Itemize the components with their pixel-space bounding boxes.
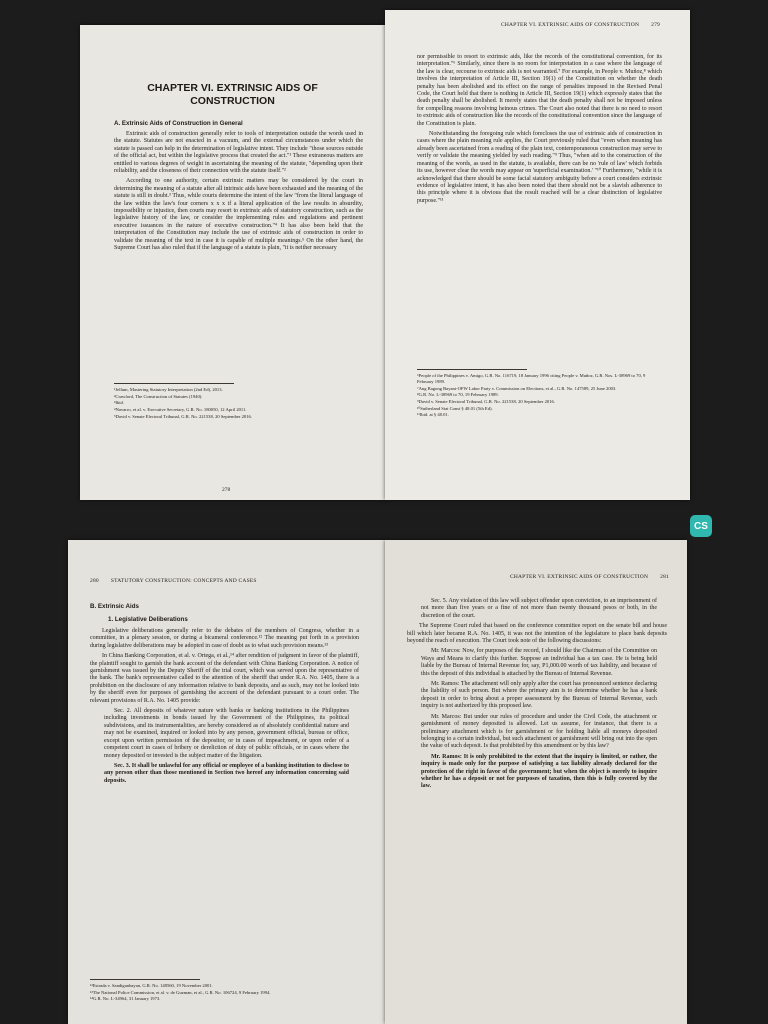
footnote: ¹²Estrada v. Sandiganbayan, G.R. No. 148560, 19 November 2001. — [90, 983, 213, 988]
section-a-heading: A. Extrinsic Aids of Construction in General — [114, 120, 243, 127]
footnote: ⁴Navarro, et al. v. Executive Secretary, G.R. No. 180050, 12 April 2011. — [114, 407, 247, 413]
running-head-text: CHAPTER VI. EXTRINSIC AIDS OF CONSTRUCTION — [509, 574, 649, 580]
running-head — [90, 578, 257, 584]
page-280 — [68, 540, 385, 1024]
deliberation-quote: Mr. Marcos: But under our rules of procedure and under the Civil Code, the attachment or garnishment of money deposited is allowed. Let us assume, for instance, that there is a preliminary attachment which is for garnishment or for holding liable all moneys deposited belonging to a certain individual, but such attachment or garnishment will bring out into the open the value of such deposit. Is that prohibited by this amendment or by this law? — [421, 713, 657, 750]
page-number: 279 — [651, 22, 660, 28]
subsection-1-heading: 1. Legislative Deliberations — [108, 616, 188, 623]
chapter-title: CHAPTER VI. EXTRINSIC AIDS OF CONSTRUCTION — [147, 82, 318, 107]
paragraph: Legislative deliberations generally refer to the debates of the members of Congress, whether in a committee, in a plenary session, or during a bicameral conference.¹² The meaning put forth in a provision during legislative deliberations may be adopted in case of doubt as to what such provision means.¹³ — [90, 628, 359, 649]
section-b-heading: B. Extrinsic Aids — [90, 603, 139, 610]
statute-quote: Sec. 2. All deposits of whatever nature with banks or banking institutions in the Philippines including investments in bonds issued by the Government of the Philippines, its political subdivisions, and its instrumentalities, are hereby considered as of absolutely confidential nature and may not be examined, inquired or looked into by any person, government official, bureau or office, except upon written permission of the depositor, or in cases of impeachment, or upon order of a competent court in cases of bribery or dereliction of duty of public officials, or in cases where the money deposited or invested is the subject matter of the litigation. — [104, 708, 349, 759]
footnote: ¹Jellum, Mastering Statutory Interpretation (2nd Ed), 2013. — [114, 387, 223, 392]
running-head-text: STATUTORY CONSTRUCTION: CONCEPTS AND CASES — [110, 578, 257, 584]
page-280-body — [90, 628, 359, 788]
footnote: ³Ibid. — [114, 400, 124, 406]
running-head — [501, 22, 660, 28]
paragraph: nor permissible to resort to extrinsic aids, like the records of the constitutional convention, for its interpretation."⁶ Similarly, since there is no room for interpretation in a case where the language of the law is clear, recourse to extrinsic aids is not warranted.⁷ For example, in People v. Muñoz,⁸ which involves the interpretation of Article III, Section 19(1) of the Constitution on whether the death penalty has been abolished and its effect on the range of penalties imposed in the Revised Penal Code, the Court held that there is nothing in Article III, Section 19(1) which expressly states that the death penalty shall be abolished. It merely states that the death penalty shall not be imposed unless for compelling reasons involving heinous crimes. The Court also noted that there is no need to resort to extrinsic aids of construction like the records of the constitutional convention since the language of the Constitution is plain. — [417, 54, 662, 127]
footnote: ⁹David v. Senate Electoral Tribunal, G.R. No. 221538, 20 September 2016. — [417, 399, 555, 405]
page-278-body — [114, 131, 363, 256]
page-number: 281 — [660, 574, 669, 580]
running-head — [510, 574, 669, 580]
footnote: ¹⁴G.R. No. L-34964, 31 January 1973. — [90, 996, 161, 1002]
footnote: ¹¹Ibid. at § 48.01. — [417, 412, 449, 418]
deliberation-quote: Mr. Marcos: Now, for purposes of the record, I should like the Chairman of the Committee on Ways and Means to clarify this further. Suppose an individual has a tax case. He is being held liable by the Bureau of Internal Revenue for, say, P1,000.00 worth of tax liability, and because of this the deposit of this individual is attached by the Bureau of Internal Revenue. — [421, 648, 657, 677]
paragraph: According to one authority, certain extrinsic matters may be considered by the court in determining the meaning of a statute after all intrinsic aids have been exhausted and the meaning of the statute is still in doubt.³ Thus, while courts determine the intent of the law "from the literal language of the law within the law's four corners x x x if a literal application of the law results in absurdity, impossibility or injustice, then courts may resort to extrinsic aids of statutory construction, such as the legislative history of the law, or consider the implementing rules and regulations and pertinent executive issuances in the nature of executive construction."⁴ It has also been held that the interpretation of the Constitution may include the use of extrinsic aids of construction in order to validate the meaning of the text in case it is capable of multiple meanings.⁵ On the other hand, the Supreme Court has also ruled that if the language of a statute is plain, "it is neither necessary — [114, 178, 363, 252]
page-281 — [385, 540, 687, 1024]
running-head-text: CHAPTER VI. EXTRINSIC AIDS OF CONSTRUCTION — [500, 22, 640, 28]
footnotes-279 — [417, 366, 662, 419]
footnote: ⁸G.R. No. L-38969 to 70, 19 February 1989. — [417, 392, 499, 398]
page-281-body — [407, 598, 667, 794]
statute-quote: Sec. 3. It shall be unlawful for any official or employee of a banking institution to disclose to any person other than those mentioned in Section two hereof any information concerning said deposits. — [104, 762, 349, 784]
footnote: ⁷Ang Bagong Bayani-OFW Labor Party v. Commission on Elections, et al., G.R. No. 147589, 25 June 2003. — [417, 385, 617, 391]
page-279-body — [417, 54, 662, 208]
paragraph: The Supreme Court ruled that based on the conference committee report on the senate bill and house bill which later became R.A. No. 1405, it was not the intention of the legislature to place bank deposits beyond the reach of execution. The Court took note of the following discussions: — [407, 623, 667, 645]
paragraph: In China Banking Corporation, et al. v. Ortega, et al.,¹⁴ after rendition of judgment in favor of the plaintiff, the plaintiff sought to garnish the bank account of the defendant with China Banking Corporation. A notice of garnishment was issued by the Deputy Sheriff of the trial court, which was served upon the representative of the bank. The bank's representative called to the attention of the sheriff that under R.A. No. 1405, there is a prohibition on the disclosure of any information relative to bank deposits, and as such, may not be looked into by the sheriff even for purposes of garnishing the account of the defendant pursuant to a court order. The relevant provisions of R.A. No. 1405 provide: — [90, 653, 359, 704]
footnotes-280 — [90, 976, 359, 1003]
statute-quote: Sec. 5. Any violation of this law will subject offender upon conviction, to an imprisonment of not more than five years or a fine of not more than twenty thousand pesos or both, in the discretion of the court. — [421, 598, 657, 619]
camscanner-badge: CS — [690, 515, 712, 537]
footnote: ¹⁰Sutherland Stat Const § 48.01 (5th Ed). — [417, 405, 493, 411]
footnotes-278 — [114, 383, 252, 421]
page-279 — [385, 10, 690, 500]
deliberation-quote: Mr. Ramos: It is only prohibited to the extent that the inquiry is limited, or rather, the inquiry is made only for the purpose of satisfying a tax liability already declared for the protection of the right in favor of the government; but when the object is merely to inquire whether he has a deposit or not for purposes of taxation, then this is fully covered by the law. — [421, 753, 657, 790]
paragraph: Notwithstanding the foregoing rule which forecloses the use of extrinsic aids of construction in cases where the plain meaning rule applies, the Court previously ruled that "even when meaning has already been ascertained from a reading of the plain text, contemporaneous construction may serve to verify or validate the meaning yielded by such reading."⁹ Thus, "when aid to the construction of the meaning of the words, as used in the statute, is available, there can be no 'rule of law' which forbids its use, however clear the words may appear on 'superficial examination.' "¹⁰ Furthermore, "while it is acknowledged that there should be some facial statutory ambiguity before a court considers extrinsic evidence of legislative intent, it has also been noted that there should not be a slavish adherence to this principle where it is obvious that the result reached will be a clear distinction of legislative purpose."¹¹ — [417, 131, 662, 204]
page-number: 278 — [222, 487, 231, 493]
page-278 — [80, 25, 385, 500]
footnote: ²Crawford, The Construction of Statutes (1940). — [114, 393, 203, 399]
paragraph: Extrinsic aids of construction generally refer to tools of interpretation outside the words used in the statute. Statutes are not enacted in a vacuum, and the external circumstances under which the statute is passed can help in the determination of legislative intent. They include "those sources outside of the official act, but within the legislative process that created the act."¹ These extraneous matters are entitled to various degrees of weight in ascertaining the meaning of the statute, "depending upon their reliability, and the closeness of their connection with the statute itself."² — [114, 131, 363, 175]
footnote-rule — [417, 369, 527, 370]
footnote: ¹³The National Police Commission, et al. v. de Guzman, et al., G.R. No. 106724, 9 February 1994. — [90, 989, 271, 995]
deliberation-quote: Mr. Ramos: The attachment will only apply after the court has pronounced sentence declaring the liability of such person. But where the primary aim is to determine whether he has a bank deposit in order to bring about a proper assessment by the Bureau of Internal Revenue, such inquiry is not authorized by this proposed law. — [421, 681, 657, 710]
footnote-rule — [90, 979, 200, 980]
page-number: 280 — [90, 578, 99, 584]
footnote: ⁶People of the Philippines v. Amigo, G.R. No. 116719, 18 January 1996 citing People v. Muñoz, G.R. Nos. L-38969 to 70, 9 February 1989. — [417, 373, 646, 384]
footnote: ⁵David v. Senate Electoral Tribunal, G.R. No. 221538, 20 September 2016. — [114, 413, 252, 419]
